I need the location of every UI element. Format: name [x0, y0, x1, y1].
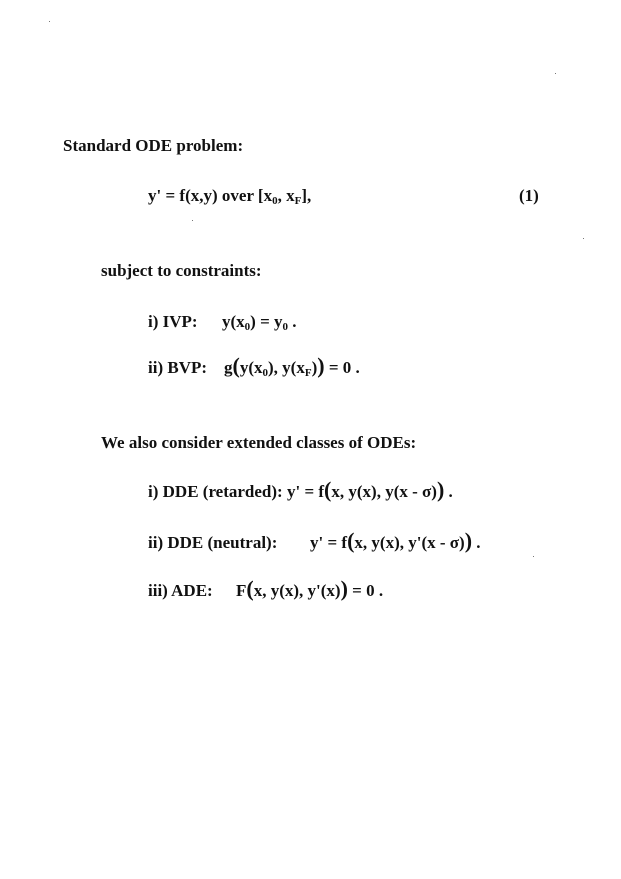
constraint-label: ii) BVP:	[148, 358, 208, 377]
equation-text: .	[444, 482, 453, 501]
scan-speck	[192, 220, 193, 221]
subscript: 0	[262, 367, 268, 379]
dde-neutral	[148, 528, 481, 553]
equation-1-text: ],	[301, 186, 312, 205]
equation-text: x, y(x), y'(x)	[253, 581, 341, 600]
equation-text: y' = f	[286, 482, 325, 501]
subscript: F	[304, 367, 312, 379]
equation-text: .	[472, 533, 481, 552]
constraint-text: ) = y	[250, 312, 283, 331]
scan-speck	[49, 21, 50, 22]
item-label: ii) DDE (neutral):	[148, 533, 278, 552]
dde-retarded	[148, 477, 453, 502]
subscript: 0	[272, 195, 278, 207]
equation-text: y' = f	[310, 533, 348, 552]
subscript: F	[294, 195, 302, 207]
constraint-text: y(x	[222, 312, 245, 331]
constraint-text: = 0 .	[324, 358, 360, 377]
item-label: i) DDE (retarded):	[148, 482, 283, 501]
open-paren: (	[232, 353, 240, 378]
subscript: 0	[282, 321, 289, 333]
open-paren: (	[324, 477, 332, 502]
equation-text: F	[236, 581, 247, 600]
constraint-text: g	[224, 358, 233, 377]
equation-text: = 0 .	[347, 581, 384, 600]
constraint-bvp	[148, 353, 360, 379]
constraint-text: )	[311, 358, 318, 377]
ade	[148, 576, 384, 601]
section-heading: Standard ODE problem:	[63, 136, 244, 155]
extended-intro: We also consider extended classes of ODEs:	[101, 433, 417, 452]
constraints-intro: subject to constraints:	[101, 261, 262, 280]
equation-text: x, y(x), y'(x - σ)	[354, 533, 465, 552]
constraint-label: i) IVP:	[148, 312, 198, 331]
equation-1-text: y' = f(x,y) over [x	[148, 186, 273, 205]
equation-number: (1)	[519, 186, 539, 205]
constraint-text: .	[288, 312, 297, 331]
close-paren: )	[464, 528, 473, 553]
equation-1-text: , x	[277, 186, 295, 205]
close-paren: )	[436, 477, 445, 502]
constraint-ivp	[148, 312, 297, 332]
subscript: 0	[244, 321, 251, 333]
scan-speck	[583, 238, 584, 239]
close-paren: )	[317, 353, 325, 378]
scan-speck	[555, 73, 556, 74]
scan-speck	[533, 556, 534, 557]
constraint-text: y(x	[239, 358, 263, 377]
close-paren: )	[340, 576, 348, 601]
open-paren: (	[246, 576, 254, 601]
equation-1	[148, 186, 311, 206]
open-paren: (	[347, 528, 355, 553]
item-label: iii) ADE:	[148, 581, 213, 600]
constraint-text: ), y(x	[268, 358, 305, 377]
equation-text: x, y(x), y(x - σ)	[331, 482, 437, 501]
